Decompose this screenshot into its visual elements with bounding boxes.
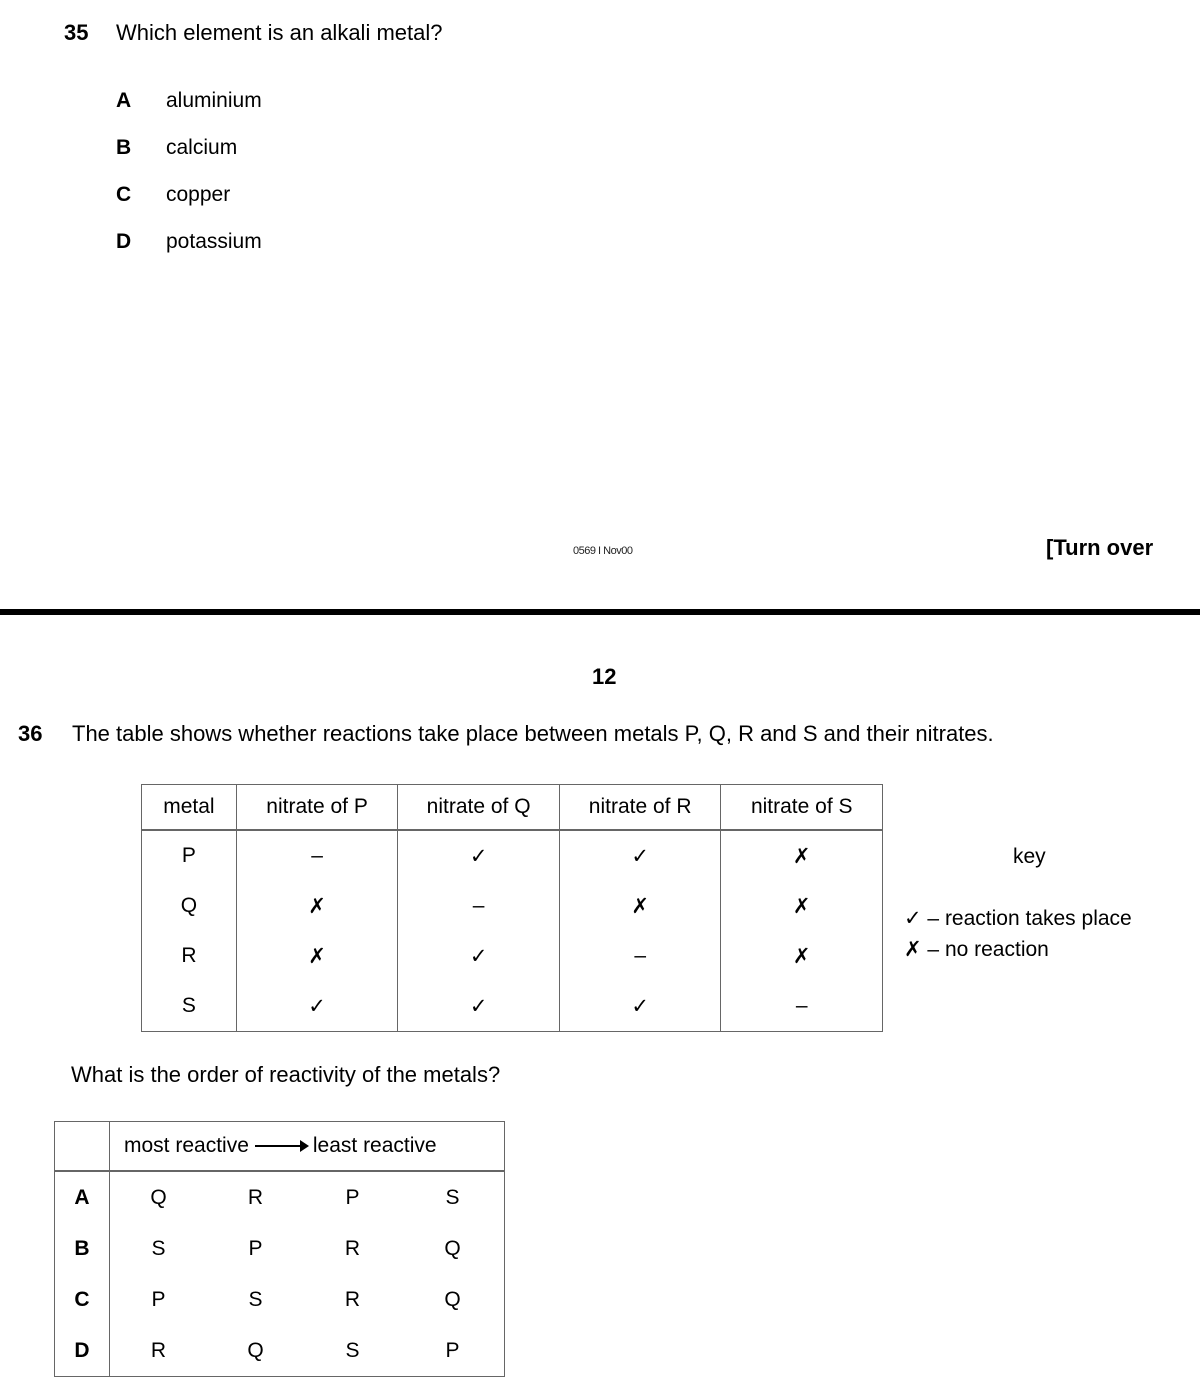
- metal-cell: R: [142, 931, 237, 981]
- question-35-text: Which element is an alkali metal?: [116, 20, 443, 45]
- page-number: 12: [592, 664, 617, 689]
- reaction-cell: –: [236, 830, 398, 881]
- option-a[interactable]: [116, 77, 262, 124]
- reaction-cell: ✗: [236, 881, 398, 931]
- answer-letter-header: [55, 1122, 110, 1172]
- reaction-cell: ✓: [559, 830, 721, 881]
- header-metal: metal: [142, 785, 237, 831]
- option-c[interactable]: [116, 171, 262, 218]
- answer-table: [54, 1121, 505, 1377]
- reaction-cell: ✓: [559, 981, 721, 1032]
- order-cell: P: [345, 1185, 360, 1209]
- question-35-number: 35: [64, 20, 89, 45]
- option-letter: A: [116, 88, 132, 112]
- metal-cell: Q: [142, 881, 237, 931]
- table-row: [142, 830, 883, 881]
- page-divider: [0, 609, 1200, 615]
- right-arrow-icon: [255, 1145, 307, 1147]
- order-cell: S: [248, 1287, 263, 1311]
- option-text: calcium: [166, 135, 238, 159]
- reactivity-order-header: [110, 1122, 505, 1172]
- option-letter: D: [116, 229, 132, 253]
- answer-letter: B: [55, 1223, 110, 1274]
- answer-row-d[interactable]: [55, 1325, 505, 1377]
- reaction-cell: ✓: [236, 981, 398, 1032]
- reactivity-question: What is the order of reactivity of the metals?: [71, 1062, 501, 1087]
- answer-letter: C: [55, 1274, 110, 1325]
- option-d[interactable]: [116, 218, 262, 265]
- turn-over-label: [Turn over: [1046, 535, 1154, 560]
- order-cell: R: [344, 1287, 361, 1311]
- reaction-table: [141, 784, 883, 1032]
- header-nitrate-p: nitrate of P: [236, 785, 398, 831]
- option-b[interactable]: [116, 124, 262, 171]
- header-nitrate-s: nitrate of S: [721, 785, 883, 831]
- header-nitrate-r: nitrate of R: [559, 785, 721, 831]
- reaction-cell: –: [721, 981, 883, 1032]
- reaction-cell: ✓: [398, 830, 560, 881]
- table-row: [142, 981, 883, 1032]
- order-cell: S: [304, 1325, 401, 1377]
- order-cell: Q: [401, 1223, 505, 1274]
- option-letter: B: [116, 135, 132, 159]
- answer-row-c[interactable]: [55, 1274, 505, 1325]
- order-cell: Q: [150, 1185, 167, 1209]
- option-letter: C: [116, 182, 132, 206]
- key-line-no-reaction: ✗ – no reaction: [904, 938, 1049, 961]
- key-title: key: [1013, 845, 1046, 868]
- reaction-cell: –: [398, 881, 560, 931]
- table-row: [142, 881, 883, 931]
- reaction-cell: ✓: [398, 931, 560, 981]
- order-cell: S: [401, 1171, 505, 1223]
- answer-letter: A: [55, 1171, 110, 1223]
- metal-cell: P: [142, 830, 237, 881]
- order-cell: R: [110, 1325, 208, 1377]
- order-cell: S: [151, 1236, 166, 1260]
- table-row: [142, 931, 883, 981]
- question-36-number: 36: [18, 721, 43, 746]
- reaction-cell: –: [559, 931, 721, 981]
- metal-cell: S: [142, 981, 237, 1032]
- order-cell: Q: [401, 1274, 505, 1325]
- question-35-options: [116, 77, 262, 265]
- answer-table-header: [55, 1122, 505, 1172]
- reaction-table-header: [142, 785, 883, 831]
- option-text: potassium: [166, 229, 262, 253]
- question-36-text: The table shows whether reactions take place between metals P, Q, R and S and their nitrates.: [72, 721, 994, 746]
- reaction-cell: ✓: [398, 981, 560, 1032]
- order-cell: R: [344, 1236, 361, 1260]
- reaction-cell: ✗: [721, 881, 883, 931]
- key-line-reaction: ✓ – reaction takes place: [904, 907, 1132, 930]
- reaction-cell: ✗: [721, 830, 883, 881]
- footer-code: 0569 I Nov00: [573, 545, 633, 557]
- order-cell: P: [151, 1287, 166, 1311]
- reaction-cell: ✗: [721, 931, 883, 981]
- option-text: aluminium: [166, 88, 262, 112]
- least-reactive-label: least reactive: [312, 1134, 437, 1157]
- reaction-cell: ✗: [559, 881, 721, 931]
- order-cell: P: [248, 1236, 263, 1260]
- answer-row-b[interactable]: [55, 1223, 505, 1274]
- option-text: copper: [166, 182, 231, 206]
- order-cell: R: [247, 1185, 264, 1209]
- order-cell: P: [401, 1325, 505, 1377]
- reaction-cell: ✗: [236, 931, 398, 981]
- header-nitrate-q: nitrate of Q: [398, 785, 560, 831]
- most-reactive-label: most reactive: [124, 1134, 249, 1157]
- order-cell: Q: [207, 1325, 304, 1377]
- answer-letter: D: [55, 1325, 110, 1377]
- answer-row-a[interactable]: [55, 1171, 505, 1223]
